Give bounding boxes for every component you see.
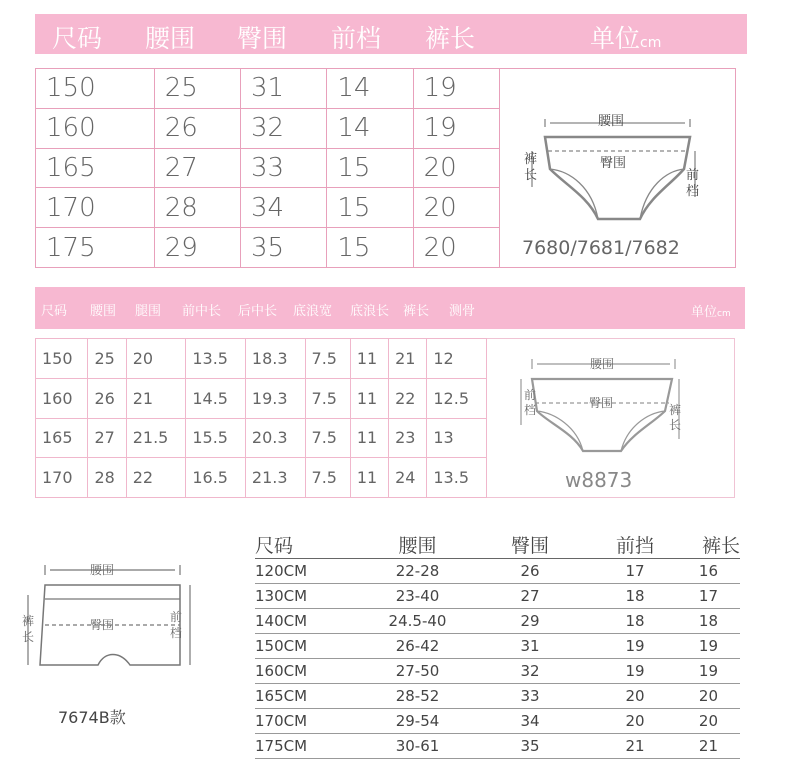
table-row bbox=[255, 709, 740, 734]
diagram-box-1 bbox=[500, 68, 736, 268]
table-cell: 21 bbox=[126, 378, 186, 418]
table-cell: 26 bbox=[154, 108, 240, 148]
table-cell: 29 bbox=[154, 228, 240, 268]
table-row bbox=[36, 188, 500, 228]
header2-front-mid: 前中长 bbox=[182, 304, 222, 319]
header2-crotch-length: 底浪长 bbox=[350, 304, 390, 319]
diagram3-hip-label: 臀围 bbox=[90, 618, 115, 632]
svg-text:长: 长 bbox=[524, 168, 538, 183]
table-cell: 165 bbox=[36, 418, 88, 458]
table-cell: 22 bbox=[126, 458, 186, 498]
table-cell: 15.5 bbox=[186, 418, 246, 458]
column-header: 裤长 bbox=[690, 530, 740, 559]
table-cell: 19.3 bbox=[245, 378, 305, 418]
table-cell: 28 bbox=[154, 188, 240, 228]
table-cell: 22-28 bbox=[355, 559, 480, 584]
diagram1-code: 7680/7681/7682 bbox=[522, 237, 680, 259]
table-cell: 19 bbox=[580, 634, 690, 659]
table-cell: 18 bbox=[690, 609, 740, 634]
header-unit: 单位cm bbox=[590, 24, 662, 53]
svg-text:档: 档 bbox=[170, 626, 183, 640]
table-cell: 21.5 bbox=[126, 418, 186, 458]
table-cell: 18 bbox=[580, 609, 690, 634]
table-cell: 20 bbox=[690, 709, 740, 734]
table-cell: 27-50 bbox=[355, 659, 480, 684]
table-cell: 20 bbox=[413, 228, 499, 268]
table-row bbox=[255, 734, 740, 759]
table-cell: 160 bbox=[36, 108, 155, 148]
size-header-band-1 bbox=[35, 14, 747, 54]
header-length: 裤长 bbox=[425, 24, 476, 53]
diagram1-length-label: 裤 bbox=[524, 152, 538, 167]
table-cell: 20 bbox=[690, 684, 740, 709]
table-cell: 15 bbox=[327, 148, 413, 188]
diagram1-hip-label: 臀围 bbox=[600, 156, 627, 171]
diagram3-front-label: 前 bbox=[170, 610, 183, 624]
table-cell: 17 bbox=[690, 584, 740, 609]
table-cell: 11 bbox=[350, 458, 388, 498]
table-cell: 24 bbox=[389, 458, 427, 498]
diagram3-waist-label: 腰围 bbox=[90, 563, 115, 577]
table-cell: 12 bbox=[427, 339, 487, 379]
svg-text:长: 长 bbox=[22, 630, 35, 644]
size-header-band-2 bbox=[35, 287, 745, 329]
header-size: 尺码 bbox=[52, 24, 103, 53]
column-header: 尺码 bbox=[255, 530, 355, 559]
table-cell: 120CM bbox=[255, 559, 355, 584]
table-cell: 12.5 bbox=[427, 378, 487, 418]
header2-leg: 腿围 bbox=[135, 304, 162, 319]
table-cell: 34 bbox=[241, 188, 327, 228]
table-cell: 150 bbox=[36, 339, 88, 379]
column-header: 腰围 bbox=[355, 530, 480, 559]
table-cell: 21 bbox=[580, 734, 690, 759]
table-cell: 21 bbox=[389, 339, 427, 379]
table-cell: 14 bbox=[327, 69, 413, 109]
table-cell: 170 bbox=[36, 458, 88, 498]
table-cell: 11 bbox=[350, 418, 388, 458]
diagram2-waist-label: 腰围 bbox=[590, 357, 615, 371]
table-row bbox=[36, 378, 487, 418]
svg-text:长: 长 bbox=[669, 418, 682, 432]
briefs-diagram-3 bbox=[10, 555, 210, 730]
table-cell: 21.3 bbox=[245, 458, 305, 498]
table-cell: 23-40 bbox=[355, 584, 480, 609]
table-cell: 21 bbox=[690, 734, 740, 759]
table-cell: 20 bbox=[126, 339, 186, 379]
table-cell: 18 bbox=[580, 584, 690, 609]
diagram1-waist-label: 腰围 bbox=[598, 114, 625, 129]
table-row bbox=[255, 559, 740, 584]
table-cell: 19 bbox=[580, 659, 690, 684]
header2-length: 裤长 bbox=[403, 304, 430, 319]
table-row bbox=[36, 148, 500, 188]
table-cell: 15 bbox=[327, 188, 413, 228]
table-cell: 27 bbox=[88, 418, 126, 458]
column-header: 臀围 bbox=[480, 530, 580, 559]
table-cell: 170 bbox=[36, 188, 155, 228]
table-cell: 19 bbox=[413, 108, 499, 148]
table-cell: 25 bbox=[154, 69, 240, 109]
diagram2-code: w8873 bbox=[565, 468, 633, 492]
size-table-3 bbox=[255, 530, 740, 759]
table-cell: 7.5 bbox=[305, 458, 350, 498]
table-cell: 31 bbox=[241, 69, 327, 109]
header-front-rise: 前档 bbox=[331, 24, 382, 53]
table-cell: 11 bbox=[350, 339, 388, 379]
table-cell: 165CM bbox=[255, 684, 355, 709]
table-cell: 165 bbox=[36, 148, 155, 188]
table-cell: 140CM bbox=[255, 609, 355, 634]
table-cell: 26 bbox=[480, 559, 580, 584]
table-row bbox=[255, 609, 740, 634]
table-cell: 18.3 bbox=[245, 339, 305, 379]
table-cell: 31 bbox=[480, 634, 580, 659]
table-cell: 20 bbox=[413, 148, 499, 188]
table-cell: 15 bbox=[327, 228, 413, 268]
table-cell: 27 bbox=[154, 148, 240, 188]
table-cell: 160 bbox=[36, 378, 88, 418]
table-cell: 16.5 bbox=[186, 458, 246, 498]
briefs-diagram-2 bbox=[487, 339, 735, 499]
svg-text:档: 档 bbox=[686, 184, 700, 199]
table-cell: 32 bbox=[480, 659, 580, 684]
table-cell: 29-54 bbox=[355, 709, 480, 734]
table-cell: 20 bbox=[580, 684, 690, 709]
table-cell: 26-42 bbox=[355, 634, 480, 659]
table-row bbox=[255, 659, 740, 684]
table-cell: 23 bbox=[389, 418, 427, 458]
table-cell: 13.5 bbox=[186, 339, 246, 379]
header2-size: 尺码 bbox=[41, 304, 68, 319]
table-row bbox=[36, 228, 500, 268]
table-cell: 22 bbox=[389, 378, 427, 418]
table-row bbox=[36, 339, 487, 379]
table-cell: 19 bbox=[690, 634, 740, 659]
table-cell: 17 bbox=[580, 559, 690, 584]
table-cell: 13 bbox=[427, 418, 487, 458]
table-row bbox=[36, 418, 487, 458]
table-cell: 170CM bbox=[255, 709, 355, 734]
table-header-row bbox=[255, 530, 740, 559]
table-cell: 7.5 bbox=[305, 339, 350, 379]
diagram2-front-label: 前 bbox=[524, 388, 537, 402]
table-cell: 28-52 bbox=[355, 684, 480, 709]
table-cell: 150CM bbox=[255, 634, 355, 659]
table-cell: 25 bbox=[88, 339, 126, 379]
table-cell: 7.5 bbox=[305, 418, 350, 458]
svg-text:档: 档 bbox=[524, 403, 537, 417]
table-cell: 160CM bbox=[255, 659, 355, 684]
diagram2-hip-label: 臀围 bbox=[589, 396, 614, 410]
table-cell: 35 bbox=[241, 228, 327, 268]
diagram-box-2 bbox=[487, 338, 735, 498]
size-table-1 bbox=[35, 68, 500, 268]
table-cell: 14.5 bbox=[186, 378, 246, 418]
header-waist: 腰围 bbox=[145, 24, 196, 53]
table-cell: 35 bbox=[480, 734, 580, 759]
table-row bbox=[36, 69, 500, 109]
header2-waist: 腰围 bbox=[90, 304, 117, 319]
table-cell: 150 bbox=[36, 69, 155, 109]
header-hip: 臀围 bbox=[237, 24, 288, 53]
header2-back-mid: 后中长 bbox=[238, 304, 278, 319]
table-cell: 27 bbox=[480, 584, 580, 609]
table-cell: 32 bbox=[241, 108, 327, 148]
table-row bbox=[36, 108, 500, 148]
header2-unit: 单位cm bbox=[691, 305, 731, 320]
table-cell: 29 bbox=[480, 609, 580, 634]
table-cell: 30-61 bbox=[355, 734, 480, 759]
table-row bbox=[255, 684, 740, 709]
table-cell: 33 bbox=[480, 684, 580, 709]
table-cell: 20 bbox=[413, 188, 499, 228]
table-row bbox=[255, 584, 740, 609]
table-row bbox=[36, 458, 487, 498]
table-cell: 175CM bbox=[255, 734, 355, 759]
table-cell: 28 bbox=[88, 458, 126, 498]
table-cell: 19 bbox=[690, 659, 740, 684]
table-cell: 7.5 bbox=[305, 378, 350, 418]
table-cell: 16 bbox=[690, 559, 740, 584]
diagram1-front-label: 前 bbox=[686, 168, 700, 183]
size-table-2 bbox=[35, 338, 487, 498]
table-row bbox=[255, 634, 740, 659]
table-cell: 130CM bbox=[255, 584, 355, 609]
table-cell: 26 bbox=[88, 378, 126, 418]
header2-crotch-width: 底浪宽 bbox=[293, 304, 333, 319]
table-cell: 13.5 bbox=[427, 458, 487, 498]
table-cell: 24.5-40 bbox=[355, 609, 480, 634]
table-cell: 11 bbox=[350, 378, 388, 418]
table-cell: 14 bbox=[327, 108, 413, 148]
table-cell: 20.3 bbox=[245, 418, 305, 458]
diagram2-length-label: 裤 bbox=[669, 403, 682, 417]
diagram3-length-label: 裤 bbox=[22, 614, 35, 628]
header2-side: 测骨 bbox=[449, 304, 476, 319]
table-cell: 19 bbox=[413, 69, 499, 109]
briefs-diagram-1 bbox=[500, 69, 736, 269]
table-cell: 33 bbox=[241, 148, 327, 188]
column-header: 前挡 bbox=[580, 530, 690, 559]
diagram3-code: 7674B款 bbox=[58, 708, 126, 727]
table-cell: 20 bbox=[580, 709, 690, 734]
table-cell: 34 bbox=[480, 709, 580, 734]
table-cell: 175 bbox=[36, 228, 155, 268]
